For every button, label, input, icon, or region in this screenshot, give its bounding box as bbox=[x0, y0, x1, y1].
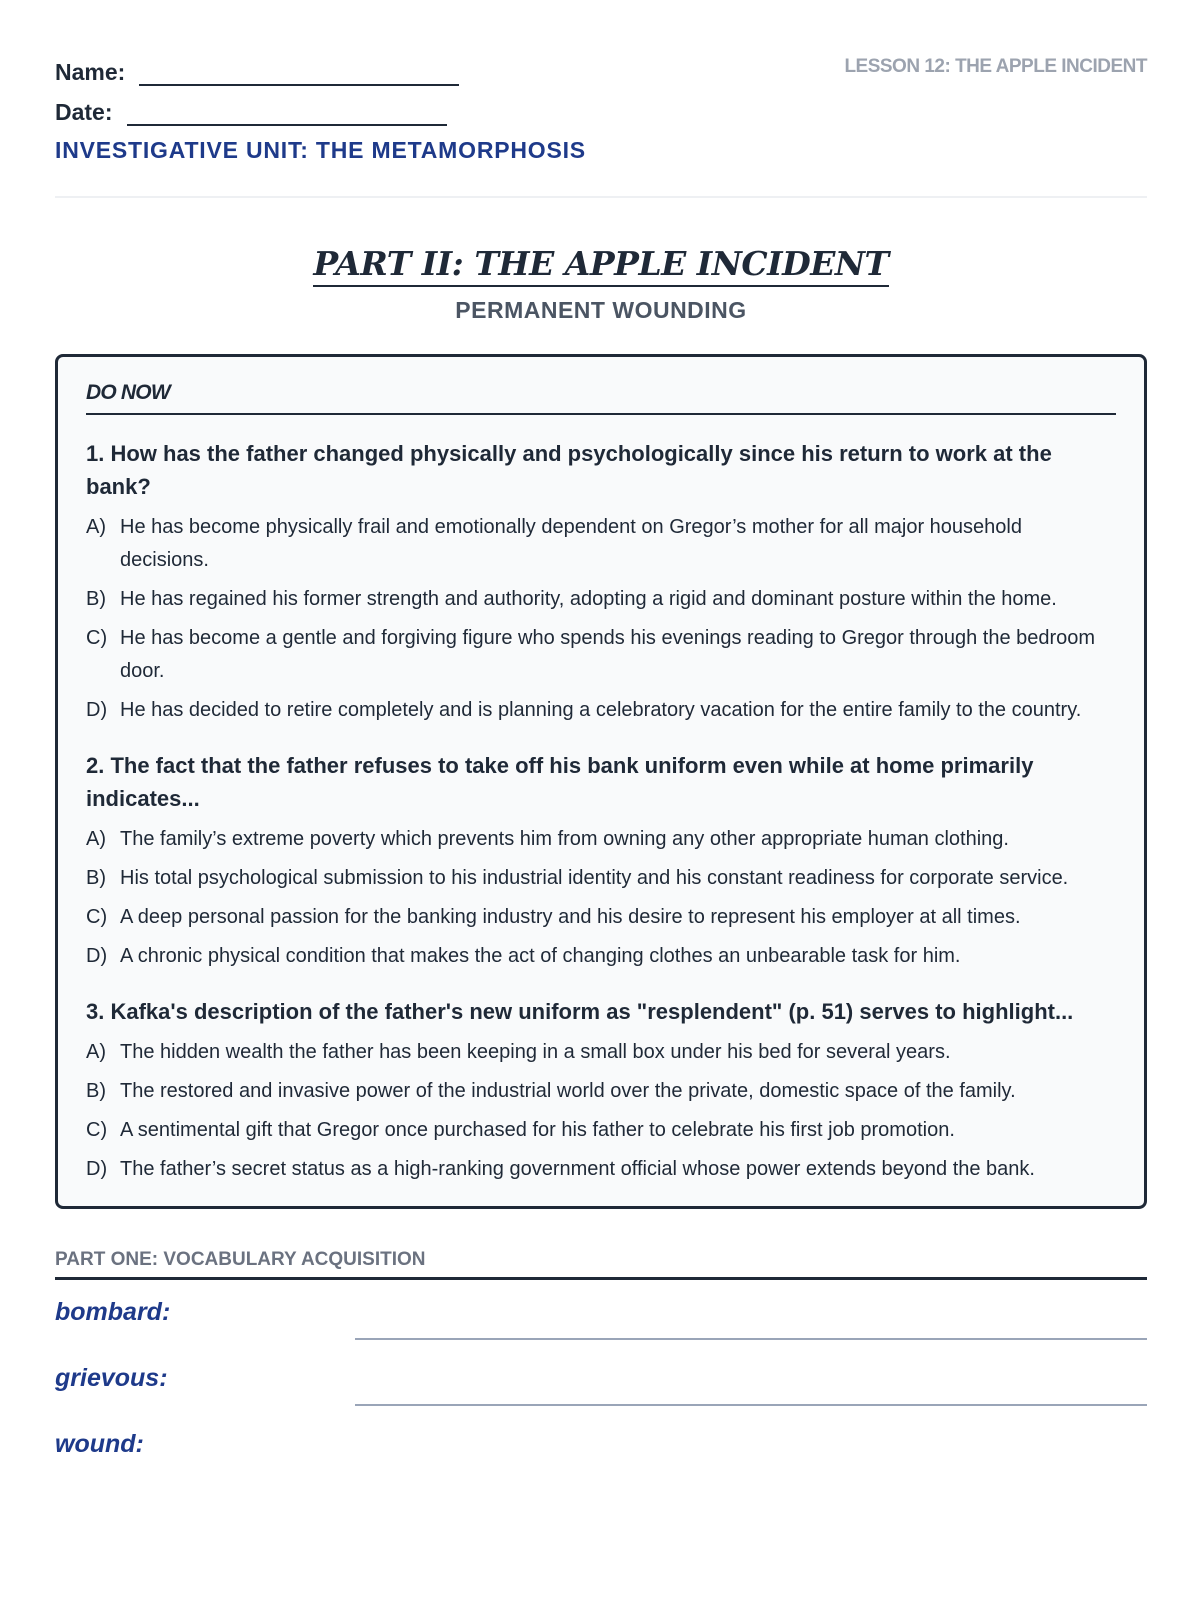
name-row bbox=[55, 56, 459, 86]
option-text: A sentimental gift that Gregor once purchased for his father to celebrate his first job promotion. bbox=[120, 1119, 955, 1141]
option-letter: D) bbox=[86, 945, 108, 967]
vocabulary-heading: PART ONE: VOCABULARY ACQUISITION bbox=[55, 1249, 1147, 1280]
answer-option[interactable] bbox=[86, 823, 1116, 856]
question-3 bbox=[86, 995, 1116, 1186]
option-text: The restored and invasive power of the industrial world over the private, domestic space of the family. bbox=[120, 1080, 1016, 1102]
option-letter: C) bbox=[86, 627, 108, 649]
worksheet-header bbox=[55, 0, 1147, 198]
vocab-answer-line[interactable] bbox=[355, 1404, 1147, 1406]
answer-option[interactable] bbox=[86, 694, 1116, 727]
vocab-row bbox=[55, 1346, 1147, 1412]
do-now-label: DO NOW bbox=[86, 381, 1116, 415]
option-letter: C) bbox=[86, 1119, 108, 1141]
option-letter: B) bbox=[86, 588, 106, 610]
answer-option[interactable] bbox=[86, 1075, 1116, 1108]
answer-options bbox=[86, 511, 1116, 727]
answer-option[interactable] bbox=[86, 1036, 1116, 1069]
worksheet-page bbox=[55, 0, 1147, 1478]
option-text: A deep personal passion for the banking industry and his desire to represent his employer at all times. bbox=[120, 906, 1021, 928]
option-letter: A) bbox=[86, 828, 106, 850]
do-now-box bbox=[55, 354, 1147, 1209]
option-text: He has decided to retire completely and is planning a celebratory vacation for the entire family to the country. bbox=[120, 699, 1082, 721]
title-block bbox=[55, 244, 1147, 324]
date-row bbox=[55, 96, 447, 126]
option-letter: B) bbox=[86, 867, 106, 889]
option-text: The family’s extreme poverty which prevents him from owning any other appropriate human clothing. bbox=[120, 828, 1009, 850]
option-text: His total psychological submission to his industrial identity and his constant readiness for corporate service. bbox=[120, 867, 1069, 889]
option-letter: A) bbox=[86, 516, 106, 538]
option-letter: B) bbox=[86, 1080, 106, 1102]
option-text: A chronic physical condition that makes the act of changing clothes an unbearable task for him. bbox=[120, 945, 961, 967]
name-label: Name: bbox=[55, 59, 126, 85]
date-label: Date: bbox=[55, 99, 113, 125]
question-text: 3. Kafka's description of the father's new uniform as "resplendent" (p. 51) serves to highlight... bbox=[86, 999, 1074, 1024]
option-text: He has regained his former strength and authority, adopting a rigid and dominant posture within the home. bbox=[120, 588, 1057, 610]
option-text: He has become a gentle and forgiving figure who spends his evenings reading to Gregor through the bedroom door. bbox=[120, 627, 1096, 682]
question-text: 2. The fact that the father refuses to take off his bank uniform even while at home primarily indicates... bbox=[86, 753, 1034, 811]
unit-title: INVESTIGATIVE UNIT: THE METAMORPHOSIS bbox=[55, 137, 586, 163]
question-1 bbox=[86, 437, 1116, 727]
answer-option[interactable] bbox=[86, 1114, 1116, 1147]
name-field[interactable] bbox=[139, 56, 459, 86]
option-letter: C) bbox=[86, 906, 108, 928]
option-letter: A) bbox=[86, 1041, 106, 1063]
lesson-label: LESSON 12: THE APPLE INCIDENT bbox=[844, 56, 1147, 77]
page-title: PART II: THE APPLE INCIDENT bbox=[313, 244, 888, 287]
vocab-row bbox=[55, 1412, 1147, 1478]
vocab-word: wound: bbox=[55, 1430, 144, 1458]
answer-option[interactable] bbox=[86, 901, 1116, 934]
option-text: The father’s secret status as a high-ranking government official whose power extends beyond the bank. bbox=[120, 1158, 1035, 1180]
vocab-word: bombard: bbox=[55, 1298, 171, 1326]
option-letter: D) bbox=[86, 699, 108, 721]
answer-options bbox=[86, 823, 1116, 973]
answer-option[interactable] bbox=[86, 583, 1116, 616]
vocab-word: grievous: bbox=[55, 1364, 168, 1392]
option-letter: D) bbox=[86, 1158, 108, 1180]
page-subtitle: PERMANENT WOUNDING bbox=[455, 297, 747, 323]
vocab-row bbox=[55, 1280, 1147, 1346]
option-text: The hidden wealth the father has been keeping in a small box under his bed for several years. bbox=[120, 1041, 951, 1063]
answer-option[interactable] bbox=[86, 511, 1116, 577]
option-text: He has become physically frail and emotionally dependent on Gregor’s mother for all major household decisions. bbox=[120, 516, 1022, 571]
vocab-answer-line[interactable] bbox=[355, 1338, 1147, 1340]
vocabulary-section bbox=[55, 1249, 1147, 1478]
answer-option[interactable] bbox=[86, 940, 1116, 973]
answer-options bbox=[86, 1036, 1116, 1186]
answer-option[interactable] bbox=[86, 1153, 1116, 1186]
question-text: 1. How has the father changed physically and psychologically since his return to work at the bank? bbox=[86, 441, 1052, 499]
answer-option[interactable] bbox=[86, 622, 1116, 688]
date-field[interactable] bbox=[127, 96, 447, 126]
question-2 bbox=[86, 749, 1116, 973]
answer-option[interactable] bbox=[86, 862, 1116, 895]
